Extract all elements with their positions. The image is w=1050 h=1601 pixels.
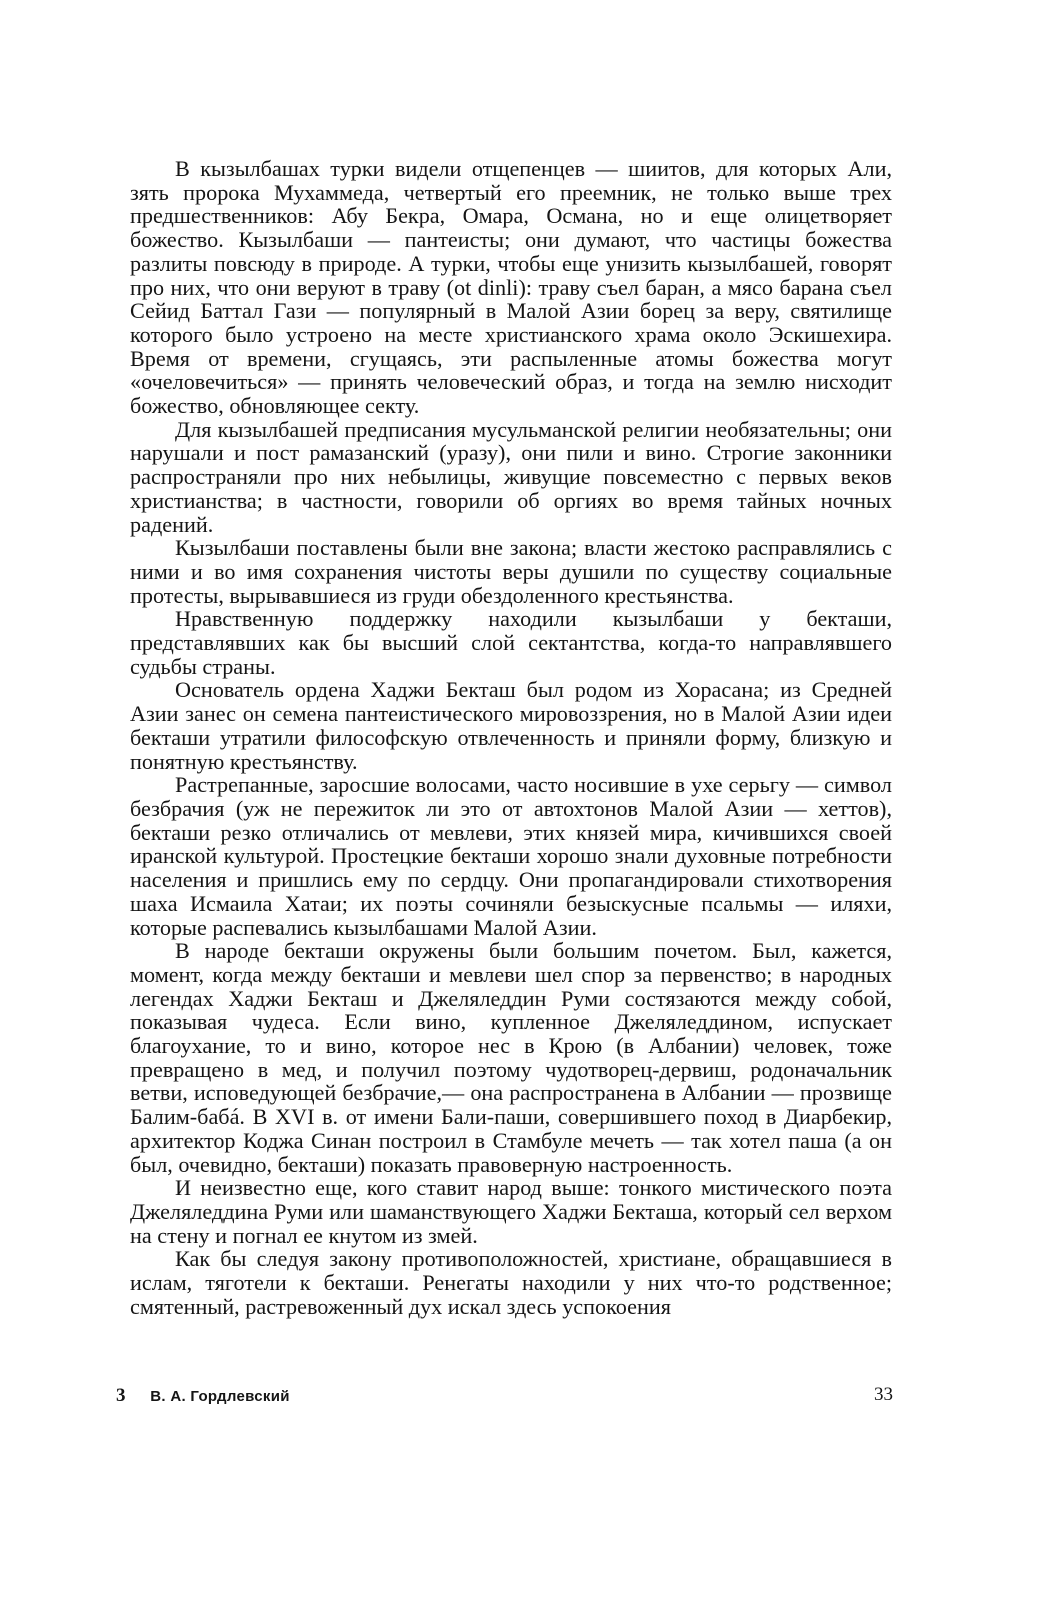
printer-signature [116, 1385, 290, 1407]
page-number: 33 [874, 1384, 893, 1405]
signature-number: 3 [116, 1385, 126, 1406]
paragraph: Для кызылбашей предписания мусульманской религии необязательны; они нарушали и пост рамазанский (уразу), они пили и вино. Строгие законники распространяли про них небылицы, живущие повсеместно с первых веков христианства; в частности, говорили об оргиях во время тайных ночных радений. [130, 416, 892, 537]
signature-text: В. А. Гордлевский [150, 1388, 290, 1405]
page-footer [116, 1382, 893, 1412]
paragraph: В народе бекташи окружены были большим почетом. Был, кажется, момент, когда между бекташи и мевлеви шел спор за первенство; в народных легендах Хаджи Бекташ и Джеляледдин Руми состязаются между собой, показывая чудеса. Если вино, купленное Джеляледдином, испускает благоухание, то и вино, которое нес в Крою (в Албании) человек, тоже превращено в мед, и получил поэтому чудотворец-дервиш, родоначальник ветви, исповедующей безбрачие,— она распространена в Албании — прозвище Балим-бабá. В XVI в. от имени Бали-паши, совершившего поход в Диарбекир, архитектор Коджа Синан построил в Стамбуле мечеть — так хотел паша (а он был, очевидно, бекташи) показать правоверную настроенность. [130, 938, 892, 1177]
paragraph: И неизвестно еще, кого ставит народ выше: тонкого мистического поэта Джеляледдина Руми или шаманствующего Хаджи Бекташа, который сел верхом на стену и погнал ее кнутом из змей. [130, 1175, 892, 1248]
paragraph: Кызылбаши поставлены были вне закона; власти жестоко расправлялись с ними и во имя сохранения чистоты веры душили по существу социальные протесты, вырывавшиеся из груди обездоленного крестьянства. [130, 535, 892, 608]
paragraph: Растрепанные, заросшие волосами, часто носившие в ухе серьгу — символ безбрачия (уж не пережиток ли это от автохтонов Малой Азии — хеттов), бекташи резко отличались от мевлеви, этих князей мира, кичившихся своей иранской культурой. Простецкие бекташи хорошо знали духовные потребности населения и пришлись ему по сердцу. Они пропагандировали стихотворения шаха Исмаила Хатаи; их поэты сочиняли безыскусные псальмы — иляхи, которые распевались кызылбашами Малой Азии. [130, 772, 892, 940]
paragraph: Как бы следуя закону противоположностей, христиане, обращавшиеся в ислам, тяготели к бекташи. Ренегаты находили у них что-то родственное; смятенный, растревоженный дух искал здесь успокоения [130, 1246, 892, 1319]
paragraph: Нравственную поддержку находили кызылбаши у бекташи, представлявших как бы высший слой сектантства, когда-то направлявшего судьбы страны. [130, 606, 892, 679]
paragraph: В кызылбашах турки видели отщепенцев — шиитов, для которых Али, зять пророка Мухаммеда, четвертый его преемник, не только выше трех предшественников: Абу Бекра, Омара, Османа, но и еще олицетворяет божество. Кызылбаши — пантеисты; они думают, что частицы божества разлиты повсюду в природе. А турки, чтобы еще унизить кызылбашей, говорят про них, что они веруют в траву (ot dinli): траву съел баран, а мясо барана съел Сейид Баттал Гази — популярный в Малой Азии борец за веру, святилище которого было устроено на месте христианского храма около Эскишехира. Время от времени, сгущаясь, эти распыленные атомы божества могут «очеловечиться» — принять человеческий образ, и тогда на землю нисходит божество, обновляющее секту. [130, 156, 892, 419]
paragraph: Основатель ордена Хаджи Бекташ был родом из Хорасана; из Средней Азии занес он семена пантеистического мировоззрения, но в Малой Азии идеи бекташи утратили философскую отвлеченность и приняли форму, близкую и понятную крестьянству. [130, 677, 892, 774]
body-text [130, 157, 892, 1318]
